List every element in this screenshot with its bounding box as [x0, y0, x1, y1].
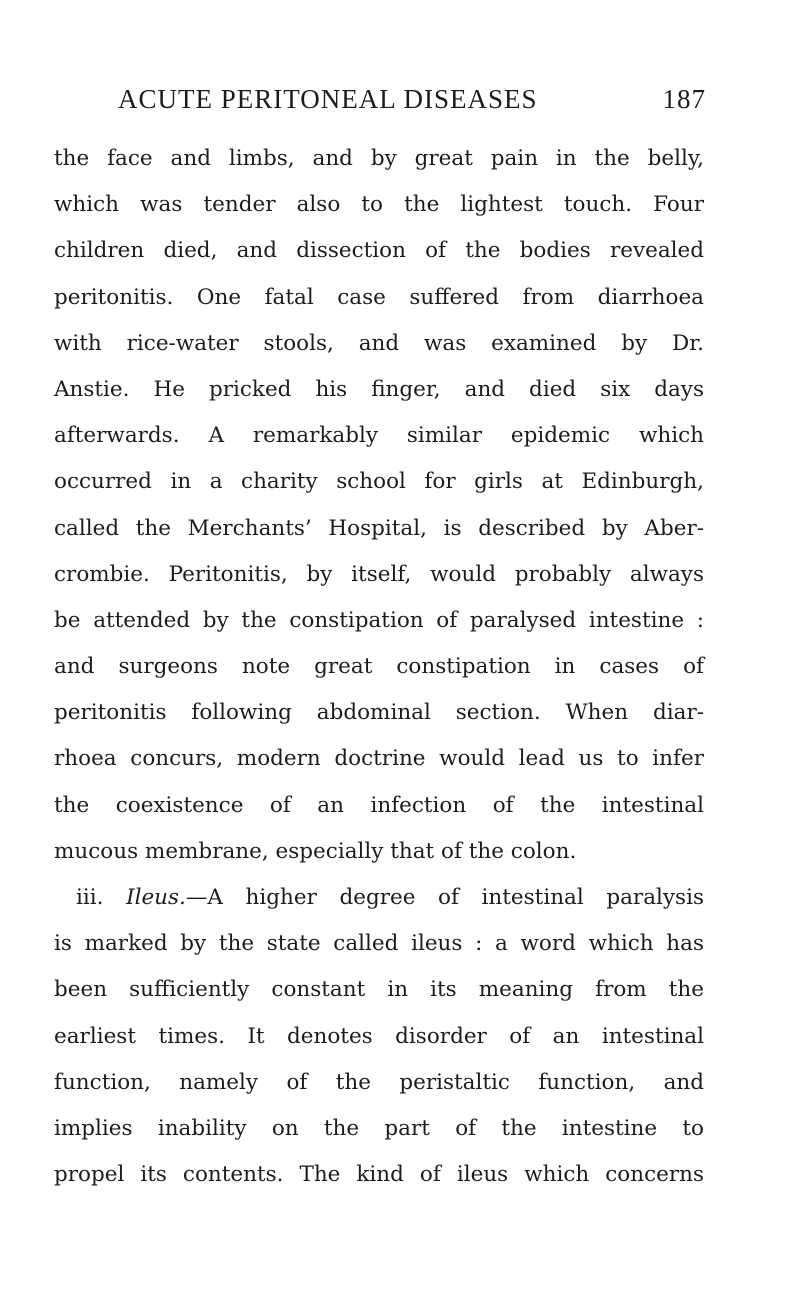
paragraph-last-line: mucous membrane, especially that of the colon.	[54, 838, 577, 864]
text-line: earliest times. It denotes disorder of an intestinal	[54, 1023, 704, 1049]
text-line: implies inability on the part of the intestine to	[54, 1115, 704, 1141]
text-line: the face and limbs, and by great pain in the belly,	[54, 146, 704, 171]
text-line: function, namely of the peristaltic function, and	[54, 1069, 704, 1095]
text-line: children died, and dissection of the bodies revealed	[54, 238, 704, 264]
section-number: iii.	[76, 885, 104, 910]
text-line: afterwards. A remarkably similar epidemic which	[54, 423, 704, 449]
section-title: Ileus.	[126, 885, 186, 910]
body-text	[54, 136, 704, 1198]
text-line: peritonitis. One fatal case suffered from diarrhoea	[54, 284, 704, 310]
text-line: occurred in a charity school for girls at Edinburgh,	[54, 469, 704, 495]
page-number: 187	[662, 84, 706, 114]
running-head	[118, 84, 706, 124]
text-line: with rice-water stools, and was examined by Dr.	[54, 330, 704, 356]
text-line: is marked by the state called ileus : a word which has	[54, 931, 704, 957]
text-line: the coexistence of an infection of the intestinal	[54, 792, 704, 818]
text-line: crombie. Peritonitis, by itself, would probably always	[54, 561, 704, 587]
text-line: and surgeons note great constipation in cases of	[54, 654, 704, 680]
running-title: ACUTE PERITONEAL DISEASES	[118, 84, 538, 114]
text-line: Anstie. He pricked his finger, and died six days	[54, 376, 704, 402]
section-heading-line	[54, 875, 704, 921]
text-line: be attended by the constipation of paralysed intestine :	[54, 607, 704, 633]
section-first-line-text: —A higher degree of intestinal paralysis	[185, 885, 704, 910]
text-line: propel its contents. The kind of ileus which concerns	[54, 1162, 704, 1188]
text-line: peritonitis following abdominal section. When diar-	[54, 700, 704, 726]
text-line: been sufficiently constant in its meaning from the	[54, 977, 704, 1003]
text-line: which was tender also to the lightest touch. Four	[54, 192, 704, 218]
text-line: called the Merchants’ Hospital, is described by Aber-	[54, 515, 704, 541]
text-line: rhoea concurs, modern doctrine would lead us to infer	[54, 746, 704, 772]
